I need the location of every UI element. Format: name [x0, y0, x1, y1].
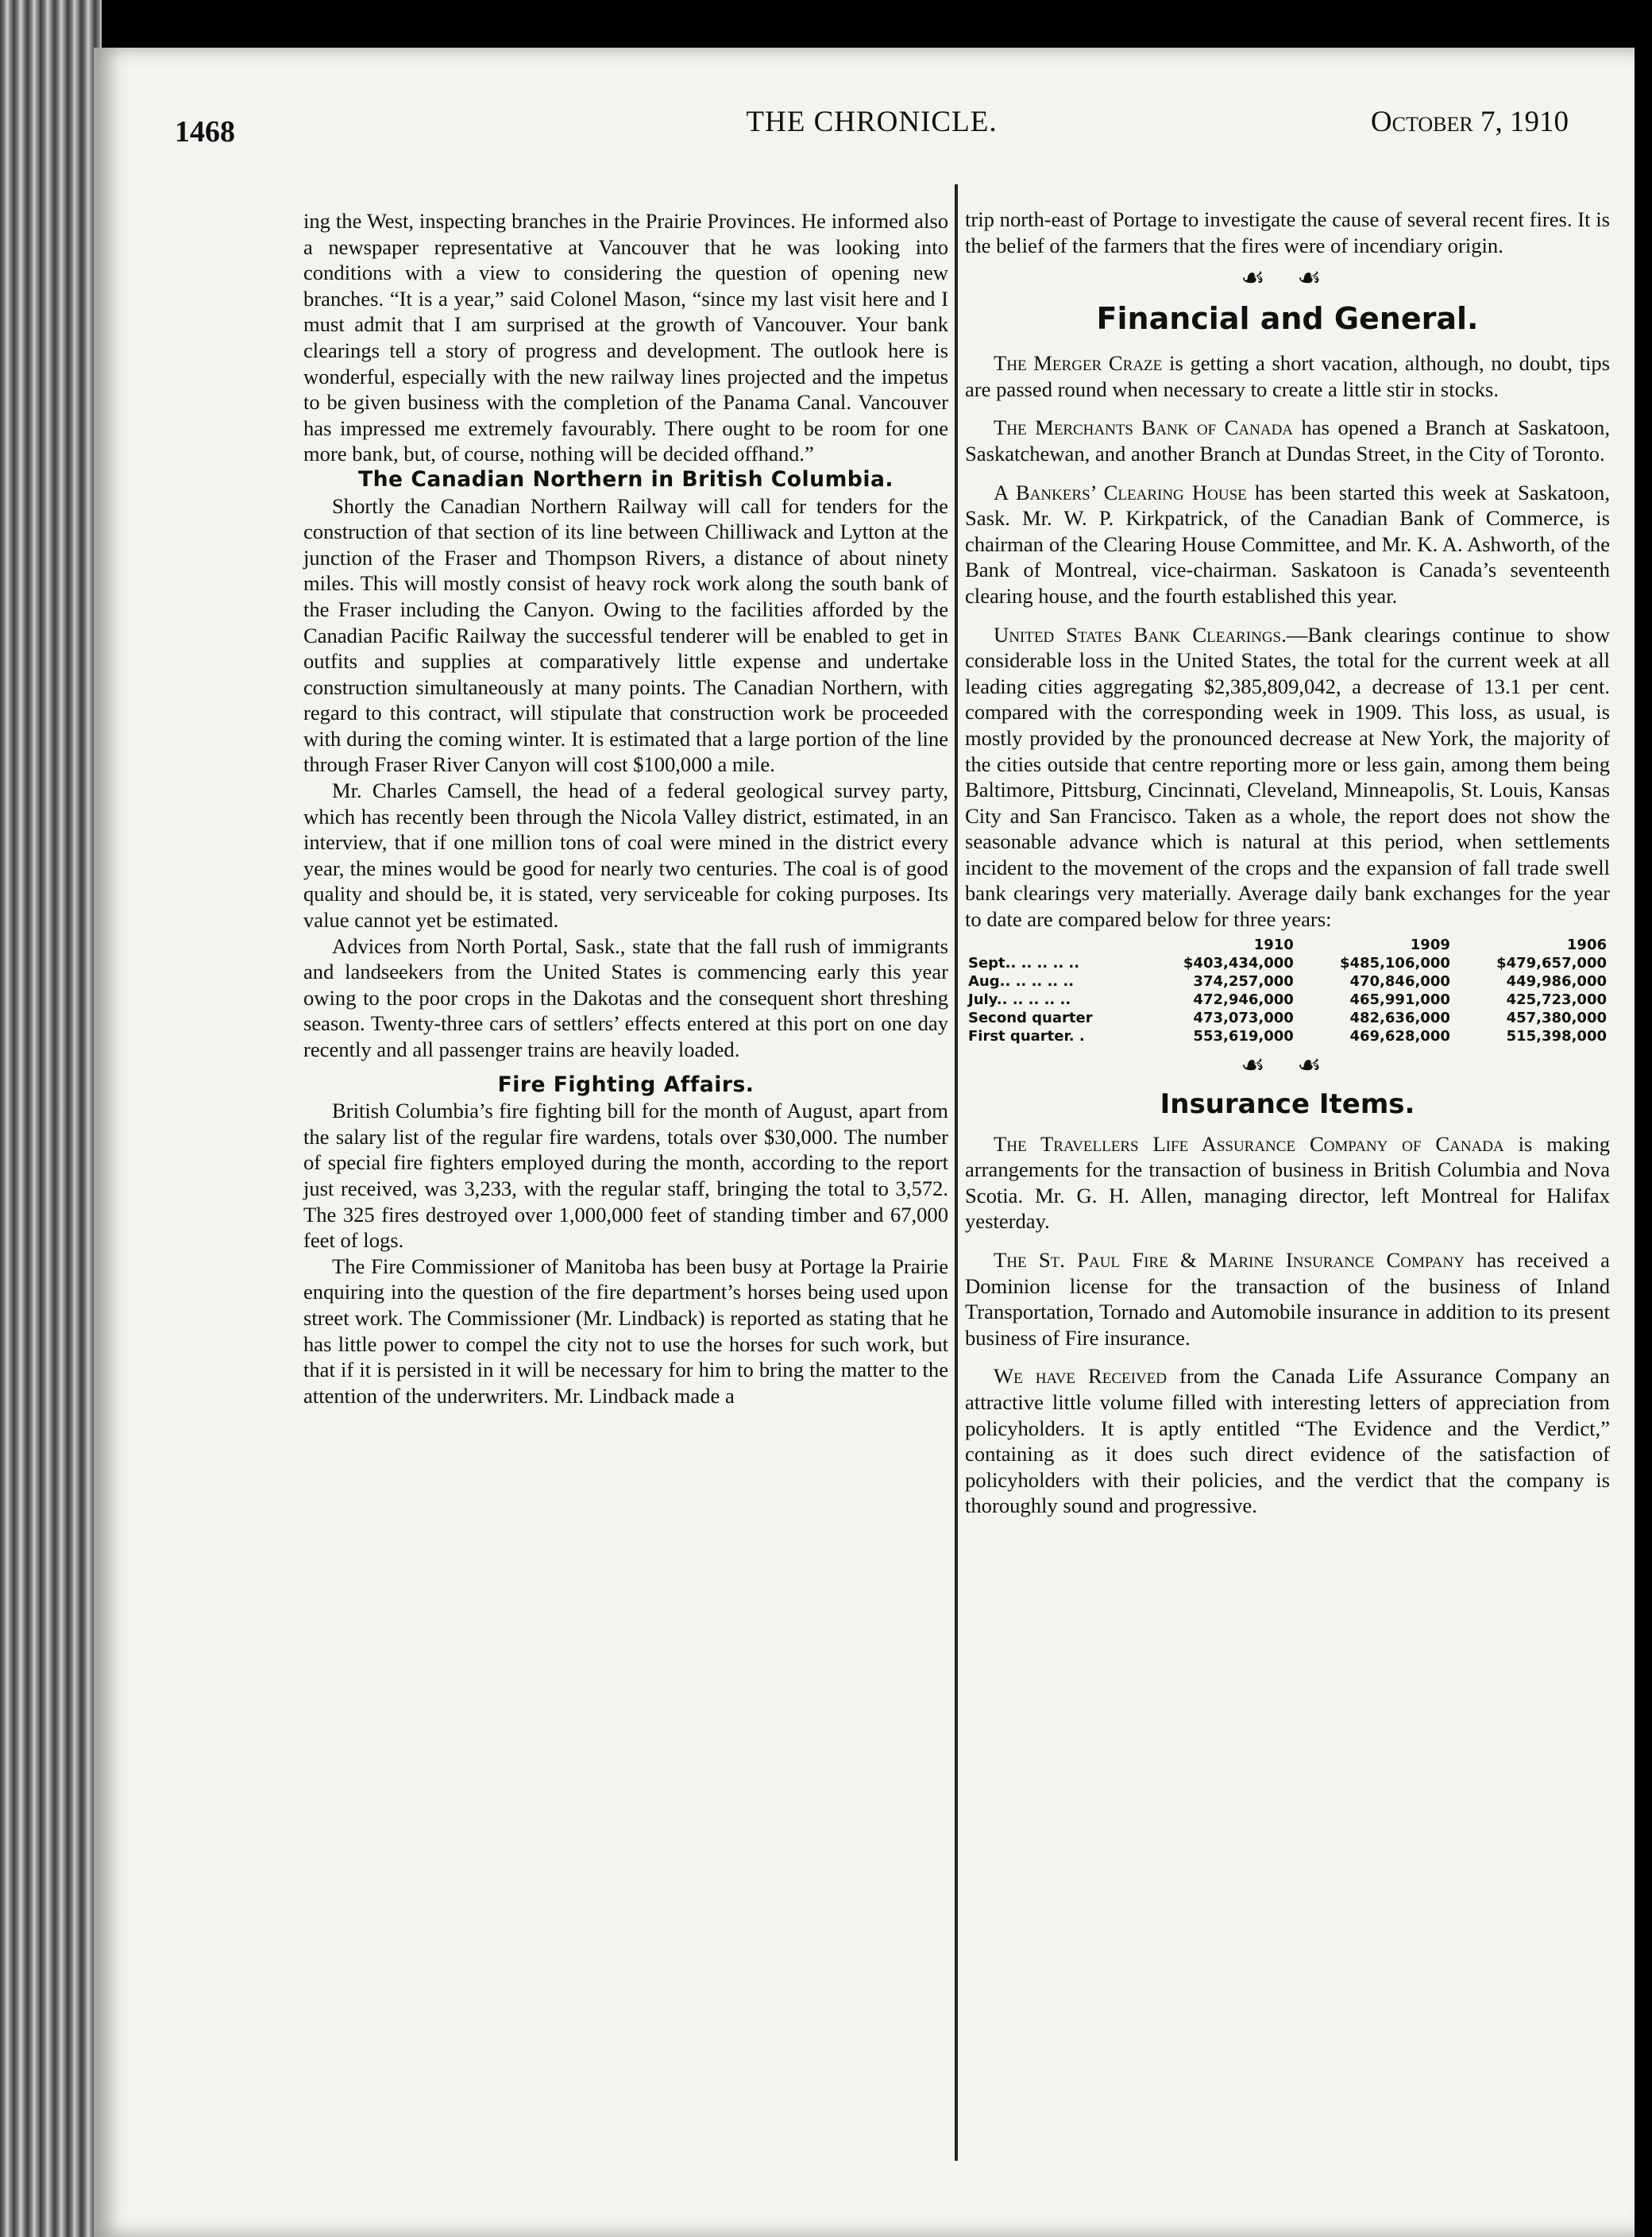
section-heading-fire-fighting: Fire Fighting Affairs. — [497, 1072, 755, 1097]
table-cell: 515,398,000 — [1506, 1027, 1607, 1045]
table-cell: Second quarter — [968, 1009, 1093, 1026]
item-lead: We have Received — [994, 1364, 1168, 1389]
news-item — [965, 480, 1610, 609]
item-lead: The St. Paul Fire & Marine Insurance Company — [994, 1248, 1465, 1273]
item-text: has received a Dominion license for the transaction of the business of Inland Transportation, Tornado and Automobile insurance in addition to its present business of Fire insurance. — [965, 1248, 1610, 1350]
column-rule — [955, 184, 958, 2161]
article-paragraph: trip north-east of Portage to investigate the cause of several recent fires. It is the belief of the farmers that the fires were of incendiary origin. — [965, 207, 1610, 257]
right-column — [965, 207, 1610, 1519]
ornament-separator: ☙ ☙ — [1241, 1050, 1334, 1080]
section-heading-canadian-northern: The Canadian Northern in British Columbia. — [357, 466, 894, 492]
table-row — [965, 972, 1610, 991]
table-row — [965, 991, 1610, 1009]
table-header — [965, 936, 1141, 954]
page-number: 1468 — [175, 115, 235, 149]
table-cell: $485,106,000 — [1339, 954, 1450, 972]
section-heading-financial: Financial and General. — [1096, 301, 1479, 337]
table-row — [965, 1027, 1610, 1045]
item-lead: The Merger Craze — [994, 351, 1163, 376]
bank-exchanges-table — [965, 936, 1610, 1045]
news-item — [965, 622, 1610, 933]
issue-date: October 7, 1910 — [1370, 106, 1569, 138]
table-cell: 425,723,000 — [1506, 991, 1607, 1008]
article-paragraph: British Columbia’s fire fighting bill for the month of August, apart from the salary list of the regular fire wardens, totals over $30,000. The number of special fire fighters employed during the month, according to the report just received, was 3,233, with the regular staff, bringing the total to 3,572. The 325 fires destroyed over 1,000,000 feet of standing timber and 67,000 feet of logs. — [303, 1099, 948, 1253]
table-header: 1909 — [1410, 936, 1450, 953]
table-cell: Aug.. .. .. .. .. — [968, 972, 1075, 990]
page-header — [175, 105, 1569, 153]
article-paragraph: Shortly the Canadian Northern Railway will call for tenders for the construction of that section of its line between Chilliwack and Lytton at the junction of the Fraser and Thompson Rivers, a distance of about ninety miles. This will mostly consist of heavy rock work along the south bank of the Fraser including the Canyon. Owing to the facilities afforded by the Canadian Pacific Railway the successful tenderer will be enabled to get in outfits and supplies at comparatively little expense and undertake construction simultaneously at many points. The Canadian Northern, with regard to this contract, will stipulate that construction work be proceeded with during the coming winter. It is estimated that a large portion of the line through Fraser River Canyon will cost $100,000 a mile. — [303, 493, 948, 777]
item-text: is making arrangements for the transaction of business in British Columbia and Nova Scotia. Mr. G. H. Allen, managing director, left Montreal for Halifax yesterday. — [965, 1131, 1610, 1234]
ornament-separator: ☙ ☙ — [1241, 264, 1334, 294]
item-lead: The Merchants Bank of Canada — [994, 415, 1294, 440]
table-cell: 374,257,000 — [1193, 972, 1294, 990]
item-text: —Bank clearings continue to show considerable loss in the United States, the total for the current week at all leading cities aggregating $2,385,809,042, a decrease of 13.1 per cent. compared with the corresponding week in 1909. This loss, as usual, is mostly provided by the pronounced decrease at New York, the majority of the cities outside that centre reporting more or less gain, among them being Baltimore, Pittsburg, Cincinnati, Cleveland, Minneapolis, St. Louis, Kansas City and San Francisco. Taken as a whole, the report does not show the seasonable advance which is natural at this period, when settlements incident to the movement of the crops and the expansion of fall trade swell bank clearings very materially. Average daily bank exchanges for the year to date are compared below for three years: — [965, 622, 1610, 932]
section-heading-insurance: Insurance Items. — [1160, 1088, 1415, 1120]
news-item — [965, 1131, 1610, 1234]
item-lead: A Bankers’ Clearing House — [994, 480, 1247, 504]
table-cell: 473,073,000 — [1193, 1009, 1294, 1026]
table-cell: 469,628,000 — [1349, 1027, 1450, 1045]
item-text: from the Canada Life Assurance Company an attractive little volume filled with interesting letters of appreciation from policyholders. It is aptly entitled “The Evidence and the Verdict,” containing as it does such direct evidence of the satisfaction of policyholders with their policies, and the verdict that the company is thoroughly sound and progressive. — [965, 1364, 1610, 1518]
news-item — [965, 415, 1610, 466]
table-cell: 553,619,000 — [1193, 1027, 1294, 1045]
table-cell: Sept.. .. .. .. .. — [968, 954, 1080, 972]
item-text: is getting a short vacation, although, no doubt, tips are passed round when necessary to create a little stir in stocks. — [965, 351, 1611, 401]
item-text: has opened a Branch at Saskatoon, Saskatchewan, and another Branch at Dundas Street, in the City of Toronto. — [965, 415, 1610, 466]
item-lead: United States Bank Clearings. — [994, 622, 1287, 647]
table-row — [965, 1009, 1610, 1027]
table-cell: First quarter. . — [968, 1027, 1085, 1045]
table-cell: 482,636,000 — [1349, 1009, 1450, 1026]
table-cell: $403,434,000 — [1183, 954, 1294, 972]
table-header: 1906 — [1566, 936, 1607, 953]
book-binding-edge — [0, 0, 102, 2237]
article-paragraph: Mr. Charles Camsell, the head of a federal geological survey party, which has recently been through the Nicola Valley district, estimated, in an interview, that if one million tons of coal were mined in the district every year, the mines would be good for nearly two centuries. The coal is of good quality and should be, it is stated, very serviceable for coking purposes. Its value cannot yet be estimated. — [303, 779, 948, 933]
news-item — [965, 1363, 1610, 1519]
news-item — [965, 350, 1610, 402]
table-cell: July.. .. .. .. .. — [968, 991, 1071, 1008]
article-paragraph: The Fire Commissioner of Manitoba has been busy at Portage la Prairie enquiring into the question of the fire department’s horses being used upon street work. The Commissioner (Mr. Lindback) is reported as stating that he has little power to compel the city not to use the horses for such work, but that if it is persisted in it will be necessary for him to bring the matter to the attention of the underwriters. Mr. Lindback made a — [303, 1254, 948, 1408]
item-lead: The Travellers Life Assurance Company of Canada — [994, 1131, 1504, 1156]
table-cell: $479,657,000 — [1496, 954, 1607, 972]
table-cell: 472,946,000 — [1193, 991, 1294, 1008]
news-item — [965, 1247, 1610, 1350]
item-text: has been started this week at Saskatoon, Sask. Mr. W. P. Kirkpatrick, of the Canadian Bank of Commerce, is chairman of the Clearing House Committee, and Mr. K. A. Ashworth, of the Bank of Montreal, vice-chairman. Saskatoon is Canada’s seventeenth clearing house, and the fourth established this year. — [965, 480, 1610, 608]
article-paragraph: ing the West, inspecting branches in the Prairie Provinces. He informed also a newspaper representative at Vancouver that he was looking into conditions with a view to considering the question of opening new branches. “It is a year,” said Colonel Mason, “since my last visit here and I must admit that I am surprised at the growth of Vancouver. Your bank clearings tell a story of progress and development. The outlook here is wonderful, especially with the new railway lines projected and the impetus to be given business with the completion of the Panama Canal. Vancouver has impressed me extremely favourably. There ought to be room for one more bank, but, of course, nothing will be decided offhand.” — [303, 209, 948, 466]
table-header-row — [965, 936, 1610, 954]
table-row — [965, 954, 1610, 972]
left-column — [303, 208, 948, 1408]
table-cell: 457,380,000 — [1506, 1009, 1607, 1026]
table-cell: 470,846,000 — [1349, 972, 1450, 990]
table-cell: 465,991,000 — [1349, 991, 1450, 1008]
publication-title: THE CHRONICLE. — [746, 106, 998, 138]
table-cell: 449,986,000 — [1506, 972, 1607, 990]
article-paragraph: Advices from North Portal, Sask., state that the fall rush of immigrants and landseekers from the United States is commencing early this year owing to the poor crops in the Dakotas and the consequent short threshing season. Twenty-three cars of settlers’ effects entered at this port on one day recently and all passenger trains are heavily loaded. — [303, 933, 948, 1061]
table-header: 1910 — [1253, 936, 1294, 953]
